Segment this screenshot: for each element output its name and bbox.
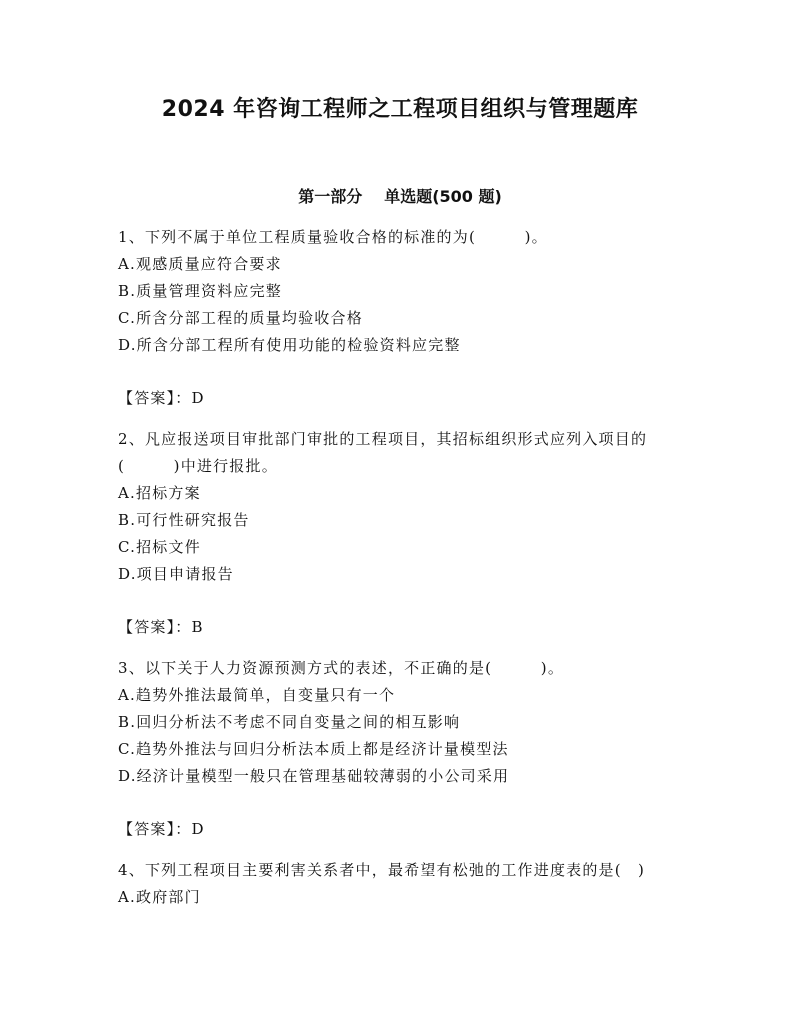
question-stem: 2、凡应报送项目审批部门审批的工程项目，其招标组织形式应列入项目的( )中进行报批。 (118, 430, 648, 475)
section-part: 第一部分 (298, 187, 363, 206)
option-b: B.质量管理资料应完整 (118, 282, 282, 300)
option-d: D.项目申请报告 (118, 565, 234, 583)
question-3 (118, 655, 688, 843)
answer-line: 【答案】：D (118, 820, 205, 838)
option-d: D.经济计量模型一般只在管理基础较薄弱的小公司采用 (118, 767, 510, 785)
document-title: 2024 年咨询工程师之工程项目组织与管理题库 (161, 97, 639, 122)
option-a: A.趋势外推法最简单，自变量只有一个 (118, 686, 396, 704)
option-a: A.政府部门 (118, 888, 201, 906)
question-stem: 4、下列工程项目主要利害关系者中，最希望有松弛的工作进度表的是( ) (118, 861, 646, 879)
question-list (118, 224, 688, 911)
question-stem: 3、以下关于人力资源预测方式的表述，不正确的是( )。 (118, 659, 565, 677)
option-a: A.招标方案 (118, 484, 201, 502)
question-4 (118, 857, 688, 911)
option-c: C.趋势外推法与回归分析法本质上都是经济计量模型法 (118, 740, 509, 758)
answer-line: 【答案】：D (118, 389, 205, 407)
question-stem: 1、下列不属于单位工程质量验收合格的标准的为( )。 (118, 228, 548, 246)
section-name: 单选题(500 题) (384, 187, 502, 206)
option-b: B.回归分析法不考虑不同自变量之间的相互影响 (118, 713, 461, 731)
option-c: C.招标文件 (118, 538, 201, 556)
option-d: D.所含分部工程所有使用功能的检验资料应完整 (118, 336, 461, 354)
option-c: C.所含分部工程的质量均验收合格 (118, 309, 363, 327)
question-1 (118, 224, 688, 412)
section-title (0, 184, 800, 207)
option-a: A.观感质量应符合要求 (118, 255, 282, 273)
question-2 (118, 426, 688, 641)
option-b: B.可行性研究报告 (118, 511, 250, 529)
answer-line: 【答案】：B (118, 618, 204, 636)
